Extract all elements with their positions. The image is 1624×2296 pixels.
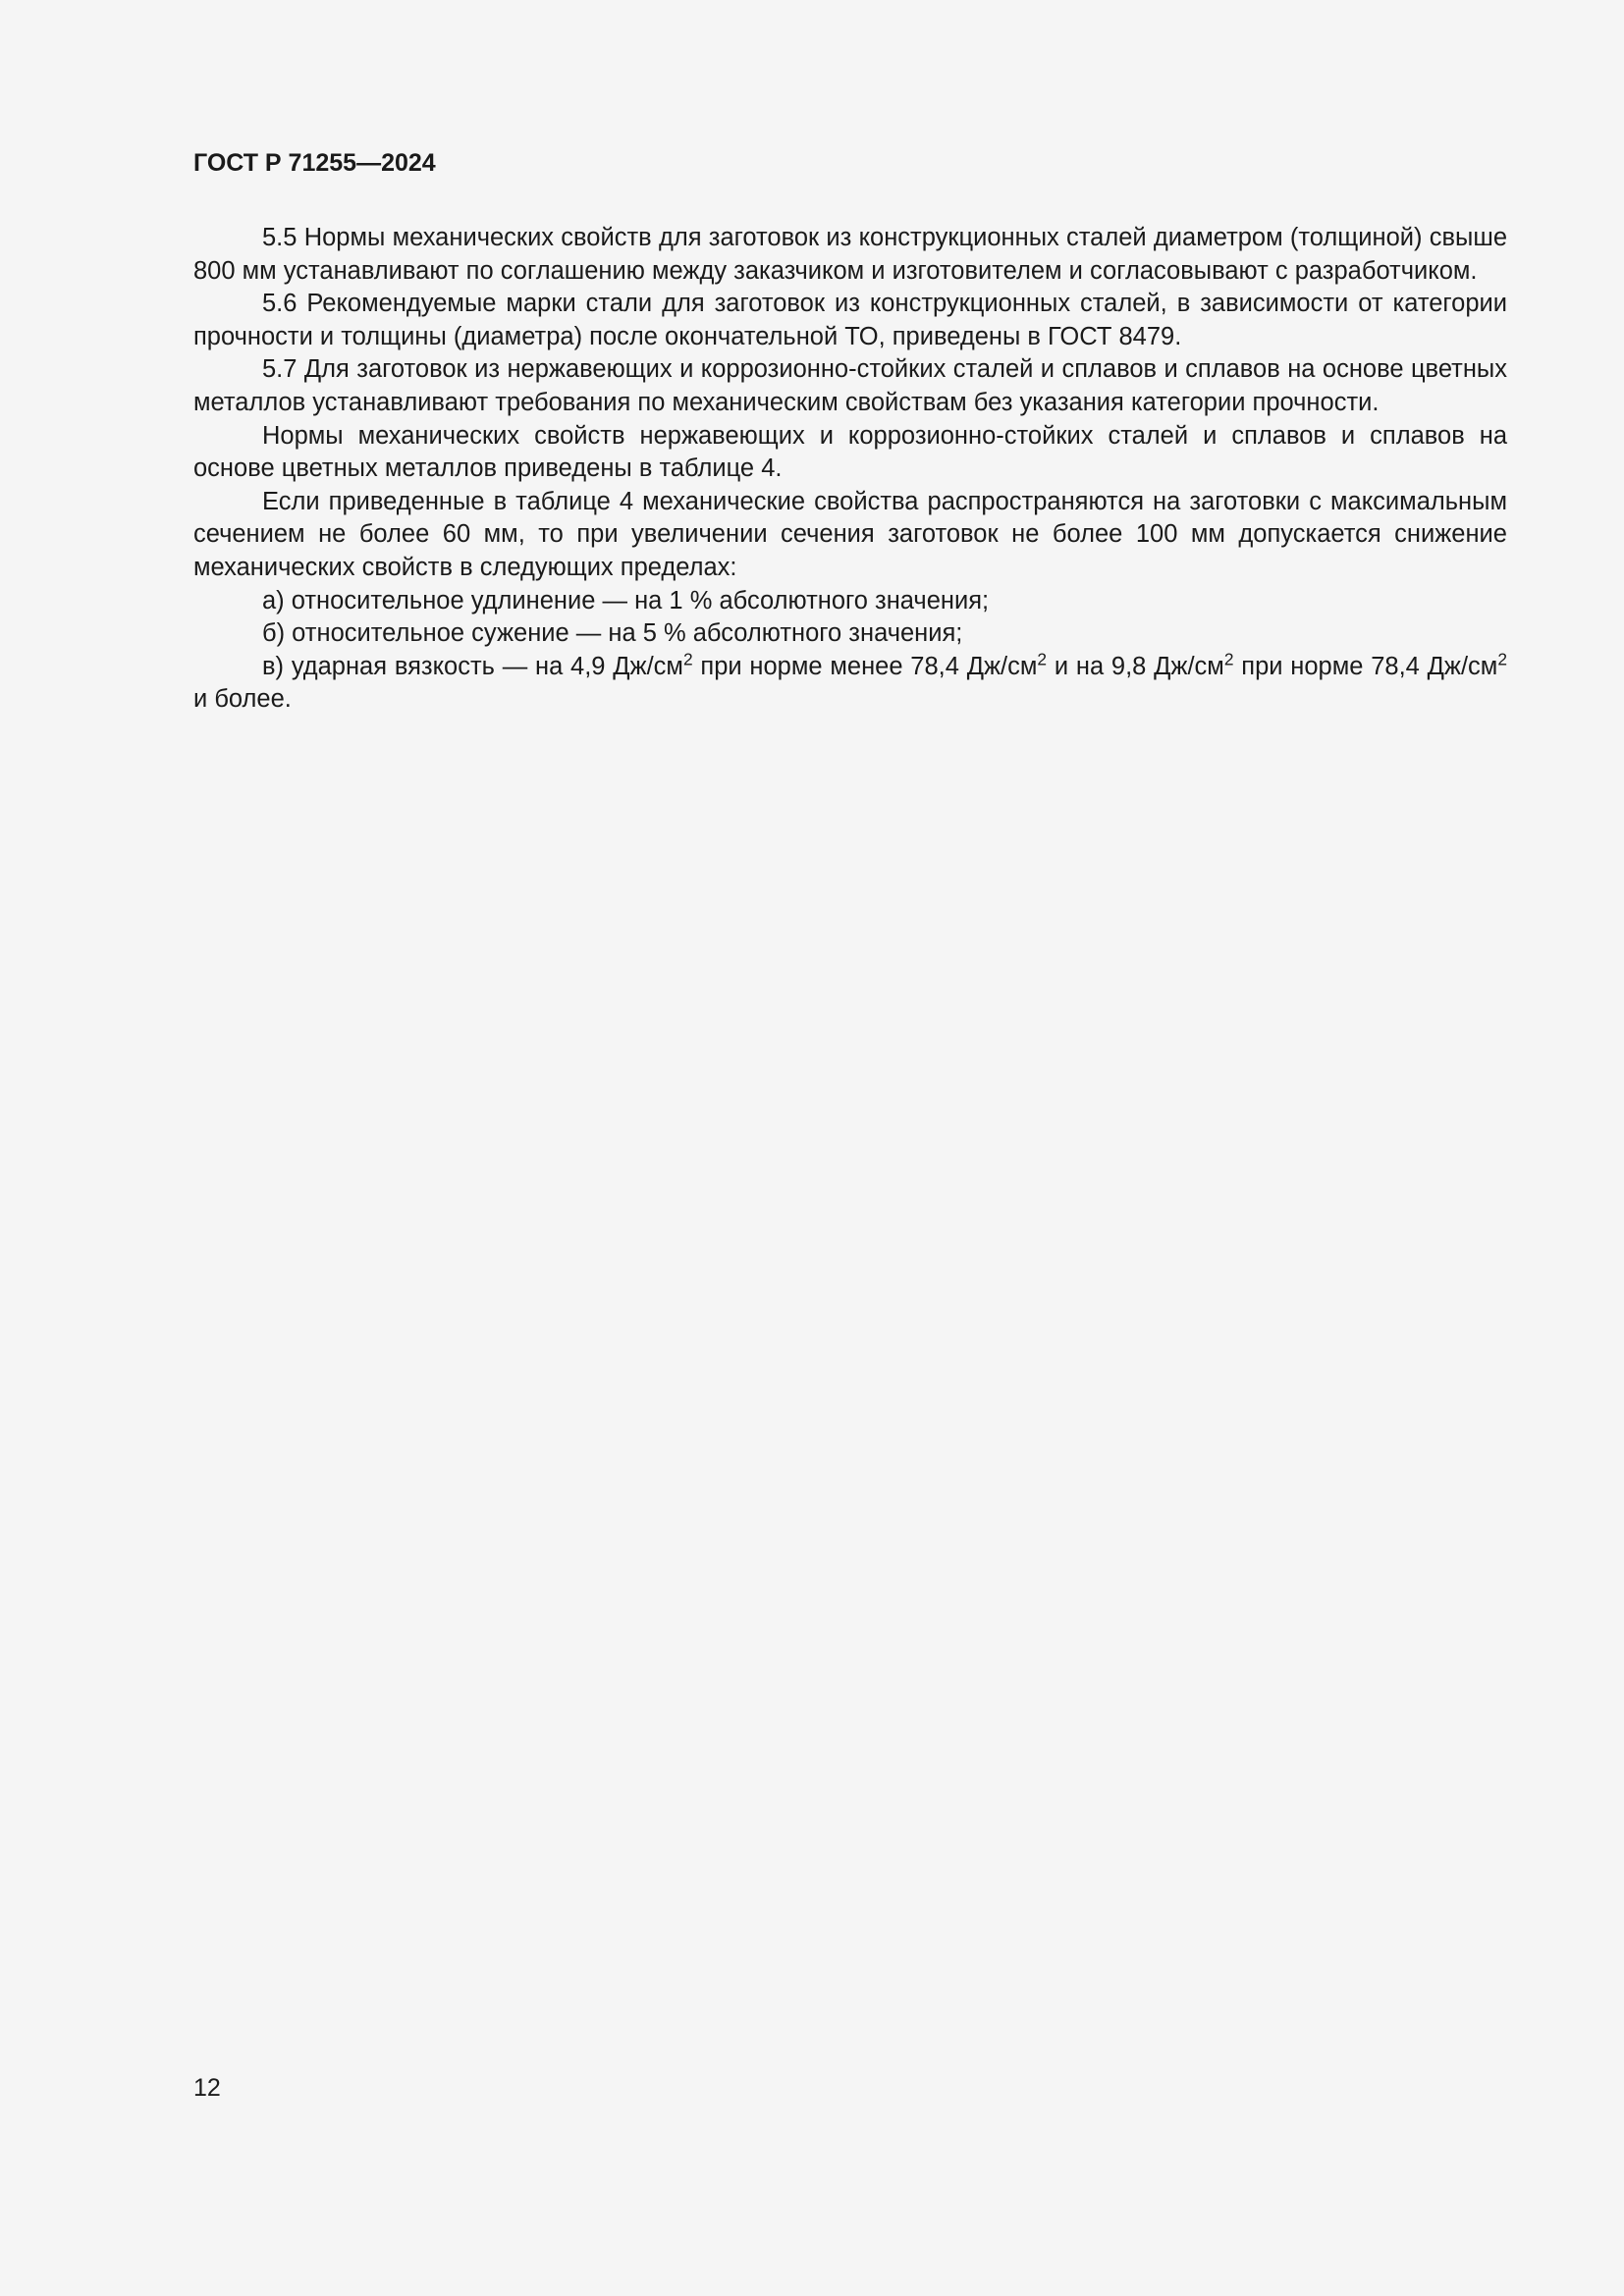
impact-text-2: при норме менее 78,4 Дж/см — [692, 652, 1038, 680]
list-item-elongation: а) относительное удлинение — на 1 % абсолютного значения; — [262, 586, 990, 614]
paragraph-table-4-reference: Нормы механических свойств нержавеющих и коррозионно-стойких сталей и сплавов и сплавов на основе цветных металлов приведены в таблице 4. — [193, 421, 1507, 483]
page-number: 12 — [193, 2074, 221, 2102]
exponent-2: 2 — [1037, 649, 1048, 669]
exponent-3: 2 — [1223, 649, 1234, 669]
document-code: ГОСТ Р 71255—2024 — [193, 149, 436, 177]
list-item-impact-strength — [193, 651, 1507, 717]
impact-text-5: и более. — [193, 685, 292, 714]
list-item-reduction: б) относительное сужение — на 5 % абсолютного значения; — [262, 619, 963, 648]
paragraph-section-increase: Если приведенные в таблице 4 механические свойства распространяются на заготовки с максимальным сечением не более 60 мм, то при увеличении сечения заготовок не более 100 мм допускается снижение механических свойств в следующих пределах: — [193, 487, 1507, 581]
paragraph-5-6: 5.6 Рекомендуемые марки стали для заготовок из конструкционных сталей, в зависимости от категории прочности и толщины (диаметра) после окончательной ТО, приведены в ГОСТ 8479. — [193, 290, 1507, 350]
exponent-4: 2 — [1497, 649, 1507, 669]
impact-text-3: и на 9,8 Дж/см — [1047, 652, 1224, 680]
paragraph-5-5: 5.5 Нормы механических свойств для заготовок из конструкционных сталей диаметром (толщиной) свыше 800 мм устанавливают по соглашению между заказчиком и изготовителем и согласовывают с разработчиком. — [193, 224, 1507, 285]
exponent-1: 2 — [682, 649, 693, 669]
document-body — [193, 222, 1507, 717]
impact-text-1: в) ударная вязкость — на 4,9 Дж/см — [262, 652, 683, 680]
paragraph-5-7: 5.7 Для заготовок из нержавеющих и коррозионно-стойких сталей и сплавов и сплавов на основе цветных металлов устанавливают требования по механическим свойствам без указания категории прочности. — [193, 355, 1507, 416]
impact-text-4: при норме 78,4 Дж/см — [1233, 652, 1498, 680]
